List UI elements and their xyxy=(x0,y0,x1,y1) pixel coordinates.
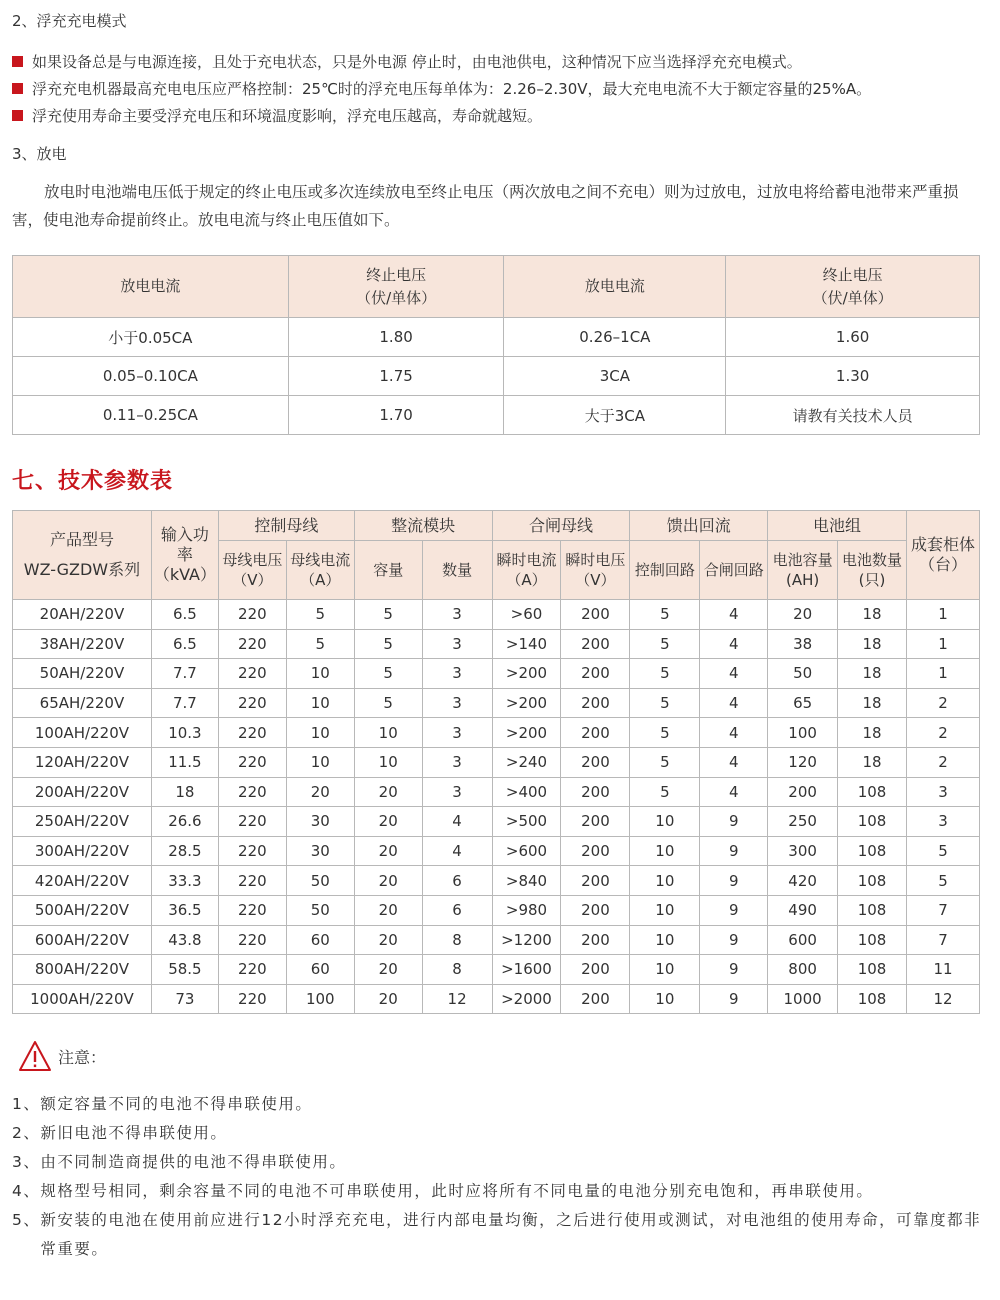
float-charge-heading: 2、浮充充电模式 xyxy=(12,12,127,30)
header-cell-feeder: 馈出回流 xyxy=(630,511,768,541)
table-cell: 800AH/220V xyxy=(13,955,152,985)
table-cell: >840 xyxy=(492,866,561,896)
table-cell: 220 xyxy=(218,747,286,777)
table-cell: 20 xyxy=(354,866,422,896)
table-cell: 5 xyxy=(630,600,700,630)
table-row xyxy=(13,357,980,396)
table-cell: 9 xyxy=(700,807,768,837)
table-cell: 4 xyxy=(700,747,768,777)
notes-heading: 注意： xyxy=(58,1047,107,1067)
table-cell: 18 xyxy=(838,718,907,748)
table-row xyxy=(13,777,980,807)
table-cell: 100 xyxy=(768,718,838,748)
table-cell: 200 xyxy=(561,925,630,955)
table-cell: 420AH/220V xyxy=(13,866,152,896)
table-cell: 108 xyxy=(838,866,907,896)
table-cell: 9 xyxy=(700,925,768,955)
table-cell: 200 xyxy=(561,984,630,1014)
table-cell: 10 xyxy=(630,836,700,866)
table-cell: 200 xyxy=(561,718,630,748)
table-cell: 220 xyxy=(218,718,286,748)
header-cell-battery: 电池组 xyxy=(768,511,907,541)
header-cell: 终止电压 （伏/单体） xyxy=(726,256,980,318)
table-row xyxy=(13,984,980,1014)
bullet-text: 浮充使用寿命主要受浮充电压和环境温度影响，浮充电压越高，寿命就越短。 xyxy=(32,107,543,125)
table-cell: 36.5 xyxy=(151,895,218,925)
table-cell: 108 xyxy=(838,807,907,837)
table-cell: 220 xyxy=(218,688,286,718)
table-cell: 200 xyxy=(561,629,630,659)
header-cell: 控制回路 xyxy=(630,541,700,600)
tech-params-title: 七、技术参数表 xyxy=(12,469,174,494)
table-cell: >240 xyxy=(492,747,561,777)
table-cell: 10 xyxy=(286,747,354,777)
table-cell: >140 xyxy=(492,629,561,659)
table-cell: 38AH/220V xyxy=(13,629,152,659)
table-cell: 20 xyxy=(354,777,422,807)
table-cell: 500AH/220V xyxy=(13,895,152,925)
table-cell: 100AH/220V xyxy=(13,718,152,748)
table-cell: >600 xyxy=(492,836,561,866)
table-cell: 6 xyxy=(422,866,492,896)
table-cell: 4 xyxy=(700,718,768,748)
table-cell: 10 xyxy=(630,895,700,925)
table-cell: 30 xyxy=(286,836,354,866)
table-cell: 30 xyxy=(286,807,354,837)
table-cell: 2 xyxy=(906,747,979,777)
table-cell: 9 xyxy=(700,984,768,1014)
table-cell: 200 xyxy=(561,807,630,837)
table-cell: 108 xyxy=(838,955,907,985)
table-cell: 18 xyxy=(838,747,907,777)
header-cell-control-bus: 控制母线 xyxy=(218,511,354,541)
tech-params-table xyxy=(12,510,980,1014)
table-cell: 120 xyxy=(768,747,838,777)
table-cell: 3 xyxy=(422,688,492,718)
table-cell: 20 xyxy=(354,925,422,955)
table-cell: 200 xyxy=(561,836,630,866)
table-cell: 73 xyxy=(151,984,218,1014)
header-cell: 电池数量(只) xyxy=(838,541,907,600)
table-cell: 20 xyxy=(354,836,422,866)
table-cell: 12 xyxy=(906,984,979,1014)
float-charge-bullets xyxy=(12,48,992,129)
table-cell: >1200 xyxy=(492,925,561,955)
table-cell: 200 xyxy=(561,895,630,925)
table-cell: 3 xyxy=(422,600,492,630)
table-cell: 108 xyxy=(838,925,907,955)
table-row xyxy=(13,895,980,925)
table-header-row xyxy=(13,256,980,318)
table-cell: 10 xyxy=(286,688,354,718)
table-cell: 108 xyxy=(838,895,907,925)
table-cell: 250AH/220V xyxy=(13,807,152,837)
table-cell: >200 xyxy=(492,718,561,748)
table-cell: 5 xyxy=(906,866,979,896)
table-cell: 300 xyxy=(768,836,838,866)
table-cell: 10 xyxy=(354,747,422,777)
table-cell: 7.7 xyxy=(151,688,218,718)
table-cell: 10.3 xyxy=(151,718,218,748)
table-cell: 20 xyxy=(768,600,838,630)
table-cell: 7 xyxy=(906,895,979,925)
table-cell: 3 xyxy=(906,777,979,807)
table-cell: 0.11–0.25CA xyxy=(13,396,289,435)
table-cell: 50AH/220V xyxy=(13,659,152,689)
table-cell: 3 xyxy=(422,777,492,807)
red-square-bullet-icon xyxy=(12,83,23,94)
table-cell: 4 xyxy=(700,688,768,718)
table-cell: 220 xyxy=(218,984,286,1014)
table-cell: 108 xyxy=(838,777,907,807)
header-cell: 瞬时电压（V） xyxy=(561,541,630,600)
list-item: 5、 新安装的电池在使用前应进行12小时浮充充电，进行内部电量均衡，之后进行使用或测试，对电池组的使用寿命，可靠度都非常重要。 xyxy=(12,1211,982,1258)
table-cell: 18 xyxy=(838,659,907,689)
table-cell: >500 xyxy=(492,807,561,837)
table-cell: 10 xyxy=(630,955,700,985)
table-cell: 20AH/220V xyxy=(13,600,152,630)
table-cell: 0.26–1CA xyxy=(504,318,726,357)
table-cell: 5 xyxy=(630,688,700,718)
table-cell: 6 xyxy=(422,895,492,925)
table-cell: 9 xyxy=(700,955,768,985)
table-cell: 220 xyxy=(218,836,286,866)
table-cell: 0.05–0.10CA xyxy=(13,357,289,396)
table-cell: 3 xyxy=(422,718,492,748)
list-item: 3、 由不同制造商提供的电池不得串联使用。 xyxy=(12,1153,347,1171)
table-cell: 100 xyxy=(286,984,354,1014)
header-cell-closing-bus: 合闸母线 xyxy=(492,511,630,541)
table-row xyxy=(13,955,980,985)
table-cell: 65 xyxy=(768,688,838,718)
header-cell: 数量 xyxy=(422,541,492,600)
table-cell: 5 xyxy=(354,688,422,718)
bullet-text: 如果设备总是与电源连接，且处于充电状态，只是外电源 停止时，由电池供电，这种情况下应当选择浮充充电模式。 xyxy=(32,53,802,71)
table-cell: 12 xyxy=(422,984,492,1014)
header-cell-rectifier: 整流模块 xyxy=(354,511,492,541)
table-cell: 18 xyxy=(838,688,907,718)
table-row xyxy=(13,629,980,659)
list-item: 2、 新旧电池不得串联使用。 xyxy=(12,1124,228,1142)
header-cell: 放电电流 xyxy=(504,256,726,318)
table-cell: 1 xyxy=(906,659,979,689)
table-cell: 220 xyxy=(218,925,286,955)
table-cell: 10 xyxy=(354,718,422,748)
table-cell: 9 xyxy=(700,836,768,866)
table-cell: 请教有关技术人员 xyxy=(726,396,980,435)
red-square-bullet-icon xyxy=(12,110,23,121)
bullet-item xyxy=(12,102,992,129)
table-cell: 5 xyxy=(354,659,422,689)
table-cell: 6.5 xyxy=(151,629,218,659)
table-cell: 220 xyxy=(218,600,286,630)
header-cell: 合闸回路 xyxy=(700,541,768,600)
table-cell: 20 xyxy=(286,777,354,807)
table-cell: 20 xyxy=(354,807,422,837)
table-cell: 2 xyxy=(906,718,979,748)
bullet-item xyxy=(12,75,992,102)
table-row xyxy=(13,747,980,777)
header-cell-input-power: 输入功率（kVA） xyxy=(151,511,218,600)
table-cell: >1600 xyxy=(492,955,561,985)
table-cell: 1.80 xyxy=(288,318,504,357)
table-cell: 250 xyxy=(768,807,838,837)
table-cell: 9 xyxy=(700,866,768,896)
bullet-item xyxy=(12,48,992,75)
table-cell: 600 xyxy=(768,925,838,955)
table-cell: 10 xyxy=(286,659,354,689)
table-cell: 200 xyxy=(561,777,630,807)
table-cell: 200 xyxy=(561,659,630,689)
list-item: 4、 规格型号相同，剩余容量不同的电池不可串联使用，此时应将所有不同电量的电池分别充电饱和，再串联使用。 xyxy=(12,1182,874,1200)
tech-params-body xyxy=(13,600,980,1014)
table-cell: 200 xyxy=(561,866,630,896)
table-cell: 108 xyxy=(838,984,907,1014)
table-cell: 50 xyxy=(286,866,354,896)
table-cell: 200 xyxy=(561,747,630,777)
table-row xyxy=(13,718,980,748)
table-cell: 5 xyxy=(286,600,354,630)
notes-header xyxy=(18,1040,106,1072)
table-row xyxy=(13,925,980,955)
table-cell: 26.6 xyxy=(151,807,218,837)
header-cell: 母线电压（V） xyxy=(218,541,286,600)
header-cell: 容量 xyxy=(354,541,422,600)
table-cell: 50 xyxy=(768,659,838,689)
table-cell: >980 xyxy=(492,895,561,925)
table-cell: 200 xyxy=(561,600,630,630)
table-cell: 小于0.05CA xyxy=(13,318,289,357)
table-cell: 1.60 xyxy=(726,318,980,357)
header-cell: 母线电流（A） xyxy=(286,541,354,600)
table-cell: 3 xyxy=(422,629,492,659)
table-cell: 8 xyxy=(422,955,492,985)
table-cell: 5 xyxy=(286,629,354,659)
table-cell: 60 xyxy=(286,925,354,955)
table-cell: 5 xyxy=(630,777,700,807)
table-cell: 38 xyxy=(768,629,838,659)
table-cell: 10 xyxy=(630,925,700,955)
header-cell: 瞬时电流（A） xyxy=(492,541,561,600)
table-cell: 4 xyxy=(422,807,492,837)
table-row xyxy=(13,659,980,689)
table-cell: 60 xyxy=(286,955,354,985)
table-cell: 220 xyxy=(218,895,286,925)
table-cell: 43.8 xyxy=(151,925,218,955)
table-cell: 1 xyxy=(906,629,979,659)
bullet-text: 浮充充电机器最高充电电压应严格控制：25℃时的浮充电压每单体为：2.26–2.30V，最大充电电流不大于额定容量的25%A。 xyxy=(32,80,872,98)
table-cell: 5 xyxy=(354,629,422,659)
table-cell: 8 xyxy=(422,925,492,955)
table-cell: >400 xyxy=(492,777,561,807)
table-cell: 5 xyxy=(354,600,422,630)
table-cell: 1.30 xyxy=(726,357,980,396)
table-cell: >60 xyxy=(492,600,561,630)
table-cell: 220 xyxy=(218,777,286,807)
table-row xyxy=(13,807,980,837)
table-cell: 1.70 xyxy=(288,396,504,435)
table-cell: 2 xyxy=(906,688,979,718)
table-cell: 18 xyxy=(838,629,907,659)
table-cell: 3 xyxy=(422,747,492,777)
table-cell: 20 xyxy=(354,984,422,1014)
table-cell: 4 xyxy=(700,777,768,807)
table-cell: 1.75 xyxy=(288,357,504,396)
table-cell: 18 xyxy=(151,777,218,807)
table-cell: 50 xyxy=(286,895,354,925)
table-cell: 5 xyxy=(630,747,700,777)
discharge-heading: 3、放电 xyxy=(12,145,67,163)
table-cell: 200 xyxy=(561,955,630,985)
table-cell: 5 xyxy=(630,659,700,689)
header-cell-cabinet: 成套柜体（台） xyxy=(906,511,979,600)
table-cell: >200 xyxy=(492,688,561,718)
table-cell: 33.3 xyxy=(151,866,218,896)
table-cell: 220 xyxy=(218,659,286,689)
table-cell: 10 xyxy=(630,866,700,896)
table-cell: 1000AH/220V xyxy=(13,984,152,1014)
table-cell: 28.5 xyxy=(151,836,218,866)
discharge-paragraph: 放电时电池端电压低于规定的终止电压或多次连续放电至终止电压（两次放电之间不充电）则为过放电，过放电将给蓄电池带来严重损害，使电池寿命提前终止。放电电流与终止电压值如下。 xyxy=(12,183,959,229)
table-row xyxy=(13,688,980,718)
table-cell: 58.5 xyxy=(151,955,218,985)
table-cell: 6.5 xyxy=(151,600,218,630)
table-cell: 200AH/220V xyxy=(13,777,152,807)
table-cell: 10 xyxy=(630,807,700,837)
table-cell: 220 xyxy=(218,866,286,896)
table-cell: 4 xyxy=(700,600,768,630)
list-item: 1、 额定容量不同的电池不得串联使用。 xyxy=(12,1095,313,1113)
table-cell: 5 xyxy=(906,836,979,866)
table-cell: 200 xyxy=(768,777,838,807)
table-cell: 65AH/220V xyxy=(13,688,152,718)
table-cell: 800 xyxy=(768,955,838,985)
header-cell-model: 产品型号 WZ-GZDW系列 xyxy=(13,511,152,600)
table-cell: 4 xyxy=(700,629,768,659)
table-cell: 10 xyxy=(630,984,700,1014)
table-cell: 10 xyxy=(286,718,354,748)
table-cell: 120AH/220V xyxy=(13,747,152,777)
header-cell: 电池容量(AH) xyxy=(768,541,838,600)
table-cell: 600AH/220V xyxy=(13,925,152,955)
table-cell: 1 xyxy=(906,600,979,630)
table-cell: >2000 xyxy=(492,984,561,1014)
table-cell: 300AH/220V xyxy=(13,836,152,866)
table-cell: 3CA xyxy=(504,357,726,396)
table-cell: 18 xyxy=(838,600,907,630)
table-cell: 1000 xyxy=(768,984,838,1014)
table-cell: 3 xyxy=(906,807,979,837)
table-cell: 20 xyxy=(354,895,422,925)
table-header-row xyxy=(13,511,980,541)
table-cell: 11 xyxy=(906,955,979,985)
notes-list xyxy=(12,1090,987,1264)
red-square-bullet-icon xyxy=(12,56,23,67)
header-cell: 放电电流 xyxy=(13,256,289,318)
table-row xyxy=(13,600,980,630)
table-cell: 4 xyxy=(422,836,492,866)
table-cell: 108 xyxy=(838,836,907,866)
table-cell: 7.7 xyxy=(151,659,218,689)
table-cell: 20 xyxy=(354,955,422,985)
table-cell: 大于3CA xyxy=(504,396,726,435)
table-row xyxy=(13,836,980,866)
header-cell: 终止电压 （伏/单体） xyxy=(288,256,504,318)
table-cell: 3 xyxy=(422,659,492,689)
table-cell: 5 xyxy=(630,629,700,659)
table-row xyxy=(13,396,980,435)
table-cell: 220 xyxy=(218,955,286,985)
table-cell: 200 xyxy=(561,688,630,718)
table-cell: 7 xyxy=(906,925,979,955)
warning-triangle-icon xyxy=(18,1040,52,1072)
table-cell: 4 xyxy=(700,659,768,689)
table-cell: 420 xyxy=(768,866,838,896)
table-cell: 5 xyxy=(630,718,700,748)
discharge-table xyxy=(12,255,980,435)
table-cell: 9 xyxy=(700,895,768,925)
table-cell: 490 xyxy=(768,895,838,925)
table-row xyxy=(13,866,980,896)
table-cell: 220 xyxy=(218,807,286,837)
table-cell: 220 xyxy=(218,629,286,659)
table-row xyxy=(13,318,980,357)
table-cell: >200 xyxy=(492,659,561,689)
table-cell: 11.5 xyxy=(151,747,218,777)
